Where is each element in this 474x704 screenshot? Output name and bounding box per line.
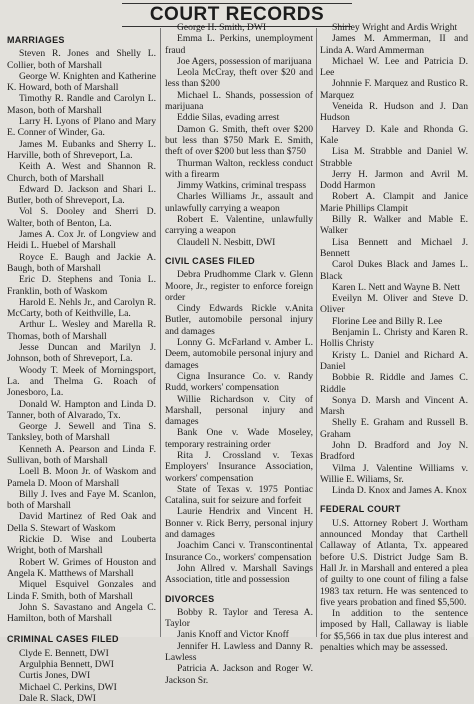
record-entry: Bobbie R. Riddle and James C. Riddle [320,372,468,395]
record-entry: Lonny G. McFarland v. Amber L. Deem, automobile personal injury and damages [165,337,313,371]
record-entry: Johnnie F. Marquez and Rustico R. Marquez [320,78,468,101]
record-entry: Thurman Walton, reckless conduct with a firearm [165,157,313,180]
section-heading-civil-cases: CIVIL CASES FILED [165,255,255,266]
record-entry: Lisa Bennett and Michael J. Bennett [320,236,468,259]
divorces-list-continued [320,22,468,496]
record-entry: Billy R. Walker and Mable E. Walker [320,214,468,237]
record-entry: Cindy Edwards Rickle v.Anita Butler, automobile personal injury and damages [165,303,313,337]
record-entry: Florine Lee and Billy R. Lee [332,315,443,327]
record-entry: Damon G. Smith, theft over $200 but less than $750 Mark E. Smith, theft of over $200 but less than $750 [165,123,313,158]
record-entry: George J. Sewell and Tina S. Tanksley, both of Marshall [7,421,156,444]
record-entry: Jennifer H. Lawless and Danny R. Lawless [165,640,313,664]
record-entry: George W. Knighten and Katherine K. Howard, both of Marshall [7,70,156,94]
record-entry: John S. Savastano and Angela C. Hamilton, both of Marshall [7,601,156,625]
record-entry: Shelly E. Graham and Russell B. Graham [320,417,468,440]
record-entry: Larry H. Lyons of Plano and Mary E. Conner of Winder, Ga. [7,116,156,139]
record-entry: Argulphia Bennett, DWI [19,659,114,671]
record-entry: Bobby R. Taylor and Teresa A. Taylor [165,606,313,630]
record-entry: John Allred v. Marshall Savings Association, title and possession [165,562,313,586]
column-divider [316,28,317,637]
record-entry: Joe Agers, possession of marijuana [177,55,312,67]
record-entry: Jimmy Watkins, criminal trespass [177,180,307,192]
record-entry: George H. Smith, DWI [177,22,267,33]
record-entry: Carol Dukes Black and James L. Black [320,259,468,282]
record-entry: Keith A. West and Shannon R. Church, both of Marshall [7,161,156,184]
record-entry: Robert E. Valentine, unlawfully carrying a weapon [165,214,313,237]
record-entry: Cigna Insurance Co. v. Randy Rudd, workers' compensation [165,370,313,394]
record-entry: Debra Prudhomme Clark v. Glenn Moore, Jr., register to enforce foreign order [165,269,313,303]
criminal-cases-list-continued [165,22,313,248]
record-entry: Vilma J. Valentine Williams v. Willie E. Wiliams, Sr. [320,462,468,485]
record-entry: Rickie D. Wise and Louberta Wright, both of Marshall [7,534,156,557]
record-entry: Michael L. Shands, possession of marijuana [165,89,313,113]
record-entry: Joachim Canci v. Transcontinental Insurance Co., workers' compensation [165,540,313,563]
federal-court-paragraphs [320,518,468,654]
record-entry: David Martinez of Red Oak and Della S. Stewart of Waskom [7,511,156,534]
record-entry: Eric D. Stephens and Tonia L. Franklin, both of Waskom [7,274,156,297]
record-entry: Kristy L. Daniel and Richard A. Daniel [320,349,468,372]
record-entry: Dale R. Slack, DWI [19,692,96,704]
column-right [320,22,468,654]
record-entry: Janis Knoff and Victor Knoff [177,629,289,641]
record-entry: Benjamin L. Christy and Karen R. Hollis Christy [320,327,468,350]
record-entry: U.S. Attorney Robert J. Wortham announced Monday that Carthell Callaway of Atlanta, Tx. appeared before U.S. District Judge Sam B. Hall Jr. in Marshall and entered a plea of guilty to one count of filing a false 1983 tax return. He was sentenced to five years probation and fined $5,500. [320,517,468,608]
column-middle [165,22,313,686]
record-entry: Eveilyn M. Oliver and Steve D. Oliver [320,293,468,316]
section-heading-criminal-cases: CRIMINAL CASES FILED [7,634,119,645]
record-entry: Leola McCray, theft over $20 and less than $200 [165,67,313,90]
record-entry: James M. Ammerman, II and Linda A. Ward Ammerman [320,33,468,56]
record-entry: Willie Richardson v. City of Marshall, personal injury and damages [165,393,313,428]
record-entry: Sonya D. Marsh and Vincent A. Marsh [320,394,468,418]
record-entry: James M. Eubanks and Sherry L. Harville, both of Shreveport, La. [7,138,156,161]
marriages-list [7,48,156,624]
record-entry: Charles Williams Jr., assault and unlawfully carrying a weapon [165,191,313,214]
record-entry: John D. Bradford and Joy N. Bradford [320,439,468,463]
record-entry: Robert W. Grimes of Houston and Angela K. Matthews of Marshall [7,556,156,579]
record-entry: Clyde E. Bennett, DWI [19,647,109,659]
record-entry: Emma L. Perkins, unemployment fraud [165,33,313,56]
record-entry: Timothy R. Randle and Carolyn L. Mason, both of Marshall [7,93,156,116]
divorces-list [165,607,313,686]
record-entry: Karen L. Nett and Wayne B. Nett [332,281,460,293]
record-entry: Miquel Esquivel Gonzales and Linda F. Smith, both of Marshall [7,579,156,602]
section-heading-marriages: MARRIAGES [7,35,65,45]
record-entry: Shirley Wright and Ardis Wright [332,22,458,33]
section-heading-divorces: DIVORCES [165,593,215,604]
record-entry: Jesse Duncan and Marilyn J. Johnson, both of Shreveport, La. [7,342,156,365]
column-divider [160,28,161,637]
record-entry: Jerry H. Jarmon and Avril M. Dodd Harmon [320,168,468,192]
civil-cases-list [165,269,313,585]
record-entry: Linda D. Knox and James A. Knox [332,485,467,497]
record-entry: In addition to the sentence imposed by Hall, Callaway is liable for $5,566 in tax due plus interest and penalties which may be assessed. [320,608,468,654]
record-entry: Donald W. Hampton and Linda D. Tanner, both of Alvarado, Tx. [7,398,156,421]
record-entry: Harold E. Nehls Jr., and Carolyn R. McCarty, both of Keithville, La. [7,296,156,320]
record-entry: Lisa M. Strabble and Daniel W. Strabble [320,146,468,169]
record-entry: Loell B. Moon Jr. of Waskom and Pamela D. Moon of Marshall [7,466,156,489]
record-entry: Royce E. Baugh and Jackie A. Baugh, both of Marshall [7,251,156,274]
record-entry: Michael W. Lee and Patricia D. Lee [320,55,468,79]
criminal-cases-list [7,648,156,704]
record-entry: James A. Cox Jr. of Longview and Heidi L. Huebel of Marshall [7,229,156,252]
record-entry: Harvey D. Kale and Rhonda G. Kale [320,123,468,146]
record-entry: Curtis Jones, DWI [19,670,91,682]
record-entry: Claudell N. Nesbitt, DWI [177,236,276,248]
column-left [7,31,156,704]
record-entry: Robert A. Clampit and Janice Marie Phillips Clampit [320,191,468,214]
record-entry: Kenneth A. Pearson and Linda F. Sullivan, both of Marshall [7,443,156,466]
record-entry: Michael C. Perkins, DWI [19,681,117,693]
record-entry: Billy J. Ives and Faye M. Scanlon, both of Marshall [7,488,156,512]
record-entry: Steven R. Jones and Shelly L. Collier, both of Marshall [7,48,156,71]
record-entry: Edward D. Jackson and Shari L. Butler, both of Shreveport, La. [7,183,156,207]
record-entry: State of Texas v. 1975 Pontiac Catalina, suit for seizure and forfeit [165,483,313,507]
record-entry: Veneida R. Hudson and J. Dan Hudson [320,101,468,124]
record-entry: Woody T. Meek of Morningsport, La. and Thelma G. Roach of Jonesboro, La. [7,364,156,399]
record-entry: Eddie Silas, evading arrest [177,112,280,124]
section-heading-federal-court: FEDERAL COURT [320,504,401,515]
record-entry: Vol S. Dooley and Sherri D. Walter, both of Benton, La. [7,206,156,229]
record-entry: Bank One v. Wade Moseley, temporary restraining order [165,427,313,450]
record-entry: Rita J. Crossland v. Texas Employers' Insurance Association, workers' compensation [165,449,313,484]
record-entry: Arthur L. Wesley and Marella R. Thomas, both of Marshall [7,319,156,342]
record-entry: Patricia A. Jackson and Roger W. Jackson Sr. [165,663,313,686]
page-title: COURT RECORDS [149,4,325,25]
record-entry: Laurie Hendrix and Vincent H. Bonner v. Rick Berry, personal injury and damages [165,506,313,541]
